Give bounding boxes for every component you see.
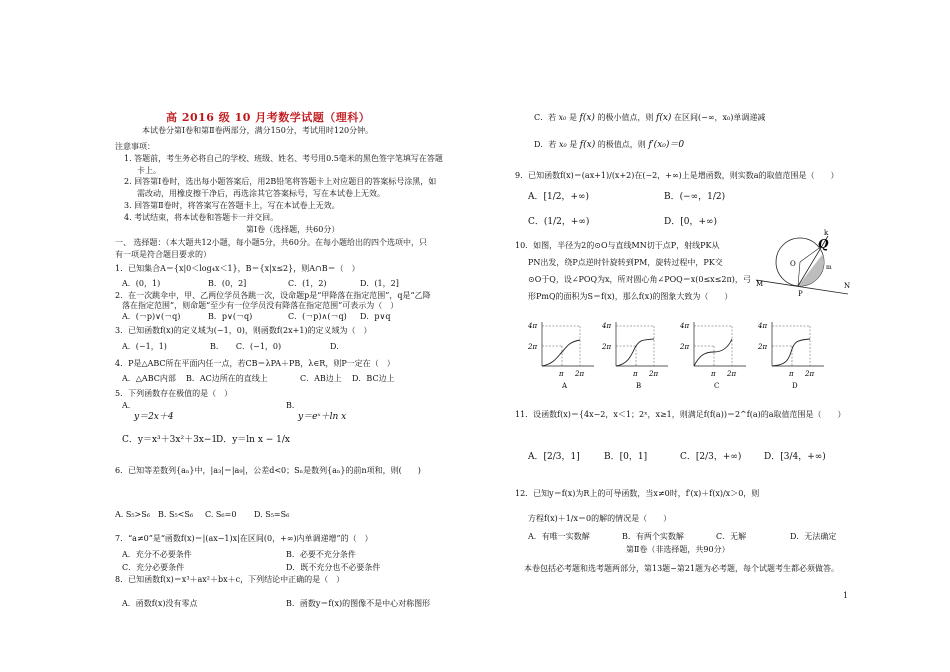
q9-option-c: C．(1/2，+∞): [528, 217, 590, 227]
q6-text: 6．已知等差数列{aₙ}中，|a₃|＝|a₉|，公差d<0；Sₙ是数列{aₙ}的前n项和，则( ): [115, 466, 421, 475]
label-o: O: [790, 260, 796, 268]
q10-line4: 形PmQ的面积为S＝f(x)，那么f(x)的图象大致为（ ）: [528, 292, 733, 301]
curve: [542, 340, 580, 366]
q1-option-d: D．(1，2]: [360, 279, 399, 288]
graph-label: D: [792, 382, 798, 390]
q2-line1: 2．在一次跳伞中，甲、乙两位学员各跳一次，设命题p是“甲降落在指定范围”，q是“乙降: [115, 291, 431, 300]
tick-y-2pi: 2π: [528, 343, 538, 351]
q11-option-c: C．[2/3，+∞): [680, 452, 742, 462]
curve: [694, 339, 732, 366]
q2-option-b: B．p∨(￢q): [208, 312, 253, 321]
tick-y-4pi: 4π: [528, 322, 538, 330]
q4-option-b: B．AC边所在的直线上: [186, 374, 268, 383]
q8c-fx2: f(x): [656, 113, 672, 123]
q8-text: 8．已知函数f(x)＝x³＋ax²＋bx＋c，下列结论中正确的是（ ）: [115, 575, 345, 584]
tick-y-2pi: 2π: [758, 343, 768, 351]
q8-option-b: B．函数y＝f(x)的图像不是中心对称图形: [286, 599, 431, 608]
q7-text: 7．“a≠0”是“函数f(x)＝|(ax−1)x|在区间(0，+∞)内单调递增”的（ ）: [115, 534, 373, 543]
q8d-tail: f′(x₀)＝0: [648, 140, 685, 150]
note-2-cont: 需改动，用橡皮擦干净后，再选涂其它答案标号，写在本试卷上无效。: [137, 189, 385, 198]
graph-label: B: [636, 382, 642, 390]
label-q: Q: [818, 237, 829, 251]
q2-line2: 落在指定范围”，则命题“至少有一位学员没有降落在指定范围”可表示为（ ）: [122, 301, 399, 310]
q6-option-a: A. S₅>S₆: [115, 510, 150, 519]
tick-x-pi: π: [633, 370, 638, 378]
q5-option-d: D．y＝ln x − 1/x: [216, 435, 291, 445]
notes-heading: 注意事项：: [115, 142, 155, 151]
q11-option-d: D．[3/4，+∞): [764, 452, 826, 462]
q4-option-a: A．△ABC内部: [122, 374, 176, 383]
q8-option-d: [534, 140, 684, 151]
tick-x-pi: π: [559, 370, 564, 378]
q2-option-a: A．(￢p)∨(￢q): [122, 312, 181, 321]
q10-line3: ⊙O于Q，设∠POQ为x，所对圆心角∠POQ＝x(0≤x≤2π)，弓: [528, 275, 751, 284]
q3-text: 3．已知函数f(x)的定义域为(−1，0)，则函数f(2x+1)的定义域为（ ）: [115, 326, 372, 335]
q5-option-a-formula: y＝2x＋4: [134, 412, 174, 422]
q8c-is: 是: [568, 113, 577, 122]
q5-option-c: C．y＝x³＋3x²＋3x−1: [122, 435, 218, 445]
q1-option-b: B．(0，2]: [208, 279, 247, 288]
label-p: P: [798, 290, 803, 298]
tick-y-4pi: 4π: [680, 322, 690, 330]
tick-y-4pi: 4π: [758, 322, 768, 330]
graph-option-b: [602, 318, 682, 390]
q12-option-c: C．无解: [716, 532, 747, 541]
tick-x-pi: π: [711, 370, 716, 378]
q1-text: 1．已知集合A＝{x|0＜log₄x＜1}，B＝{x|x≤2}，则A∩B＝（ ）: [115, 264, 360, 273]
curve: [616, 339, 654, 366]
q8d-mid: 的极值点，则: [597, 140, 646, 149]
q9-option-d: D．[0，+∞): [664, 217, 718, 227]
q8d-pre: D．若: [534, 140, 557, 149]
tick-x-2pi: 2π: [575, 370, 585, 378]
q6-option-b: B. S₅<S₆: [158, 510, 194, 519]
circle-tangent-diagram: [752, 226, 852, 302]
q8c-x0: x₀: [558, 113, 567, 122]
graph-option-a: [528, 318, 608, 390]
q3-option-a: A．(−1，1): [122, 342, 167, 351]
q12-option-a: A．有唯一实数解: [528, 532, 590, 541]
note-4: 4. 考试结束，将本试卷和答题卡一并交回。: [124, 213, 279, 222]
q1-option-c: C．(1，2): [288, 279, 327, 288]
graph-option-c: [680, 318, 760, 390]
q11-option-a: A．[2/3，1]: [528, 452, 580, 462]
label-M: M: [756, 280, 764, 288]
note-1: 1. 答题前，考生务必将自己的学校、班级、姓名、考号用0.5毫米的黑色签字笔填写在答题: [124, 154, 443, 163]
q4-option-d: D．BC边上: [352, 374, 395, 383]
graph-option-d: [758, 318, 838, 390]
graph-label: A: [562, 382, 568, 390]
label-m: m: [826, 264, 832, 271]
tick-y-2pi: 2π: [680, 343, 690, 351]
note-1-cont: 卡上。: [137, 166, 161, 175]
q11-text: 11．设函数f(x)＝{4x−2，x＜1；2ˣ，x≥1，则满足f(f(a))＝2^f(a)的a取值范围是（ ）: [515, 410, 846, 419]
q3-option-d: D．: [330, 342, 345, 351]
q8-option-a: A．函数f(x)没有零点: [122, 599, 198, 608]
subtitle: 本试卷分第Ⅰ卷和第Ⅱ卷两部分，满分150分，考试用时120分钟。: [142, 126, 374, 135]
q7-option-b: B．必要不充分条件: [286, 550, 356, 559]
q8d-x0: x₀: [558, 140, 567, 149]
note-3: 3. 回答第Ⅱ卷时，将答案写在答题卡上，写在本试卷上无效。: [124, 201, 340, 210]
q8d-fx: f(x): [579, 140, 596, 150]
page-title: 高 2016 级 10 月考数学试题（理科）: [166, 111, 371, 124]
q5-option-a-label: A．: [122, 401, 136, 410]
q8c-pre: C．若: [534, 113, 557, 122]
q7-option-d: D．既不充分也不必要条件: [286, 563, 381, 572]
q4-option-c: C．AB边上: [300, 374, 342, 383]
q12-option-d: D．无法确定: [790, 532, 837, 541]
q12-option-b: B．有两个实数解: [622, 532, 684, 541]
q9-option-b: B．(−∞，1/2): [664, 192, 726, 202]
q8c-tail: 在区间(−∞，x₀)单调递减: [674, 113, 766, 122]
part1-intro-2: 有一项是符合题目要求的）: [115, 250, 211, 259]
q3-option-bc: B． C．(−1，0): [210, 342, 282, 351]
q12-line1: 12．已知y＝f(x)为R上的可导函数，当x≠0时，f′(x)＋f(x)/x＞0，则: [515, 489, 760, 498]
note-2: 2. 回答第Ⅰ卷时，选出每小题答案后，用2B铅笔将答题卡上对应题目的答案标号涂黑，如: [124, 177, 437, 186]
q12-line2: 方程f(x)＋1/x＝0的解的情况是（ ）: [528, 514, 672, 523]
q8c-fx: f(x): [579, 113, 595, 123]
part2-heading: 第Ⅱ卷（非选择题，共90分）: [626, 545, 730, 554]
q9-option-a: A．[1/2，+∞): [528, 192, 590, 202]
tick-y-4pi: 4π: [602, 322, 612, 330]
label-N: N: [844, 282, 851, 290]
q6-option-c: C. S₆=0: [205, 510, 237, 519]
label-k: k: [824, 229, 829, 237]
q4-text: 4．P是△ABC所在平面内任一点，若CB＝λPA＋PB，λ∈R，则P一定在（ ）: [115, 359, 395, 368]
tick-x-2pi: 2π: [649, 370, 659, 378]
q8c-mid: 的极小值点，则: [597, 113, 654, 122]
q11-option-b: B．[0，1]: [604, 452, 648, 462]
q8-option-c: [534, 113, 765, 124]
part1-heading: 第Ⅰ卷（选择题，共60分）: [246, 225, 340, 234]
q10-line1: 10．如图，半径为2的⊙O与直线MN切于点P，射线PK从: [515, 241, 720, 250]
graph-label: C: [714, 382, 720, 390]
q10-line2: PN出发，绕P点逆时针旋转到PM，旋转过程中，PK交: [528, 258, 723, 267]
q7-option-a: A．充分不必要条件: [122, 550, 192, 559]
tick-x-2pi: 2π: [727, 370, 737, 378]
q5-option-b-formula: y＝eˣ＋ln x: [298, 412, 347, 422]
curve: [772, 339, 810, 366]
q1-option-a: A．(0，1): [122, 279, 161, 288]
q5-text: 5．下列函数存在极值的是（ ）: [115, 389, 233, 398]
q7-option-c: C．充分必要条件: [122, 563, 185, 572]
q2-option-c: C．(￢p)∧(￢q): [288, 312, 347, 321]
tick-x-2pi: 2π: [805, 370, 815, 378]
q8d-is: 是: [569, 140, 578, 149]
q9-text: 9．已知函数f(x)＝(ax+1)/(x+2)在(−2，+∞)上是增函数，则实数a的取值范围是（ ）: [515, 171, 839, 180]
q2-option-d: D．p∨q: [360, 312, 391, 321]
page-number: 1: [843, 591, 849, 600]
q5-option-b-label: B．: [286, 401, 300, 410]
tick-x-pi: π: [789, 370, 794, 378]
q6-option-d: D. S₅=S₆: [254, 510, 290, 519]
part2-text: 本卷包括必考题和选考题两部分，第13题~第21题为必考题，每个试题考生都必须做答。: [524, 564, 840, 573]
tick-y-2pi: 2π: [602, 343, 612, 351]
part1-intro-1: 一、 选择题：（本大题共12小题，每小题5分，共60分。在每小题给出的四个选项中，只: [115, 238, 427, 247]
